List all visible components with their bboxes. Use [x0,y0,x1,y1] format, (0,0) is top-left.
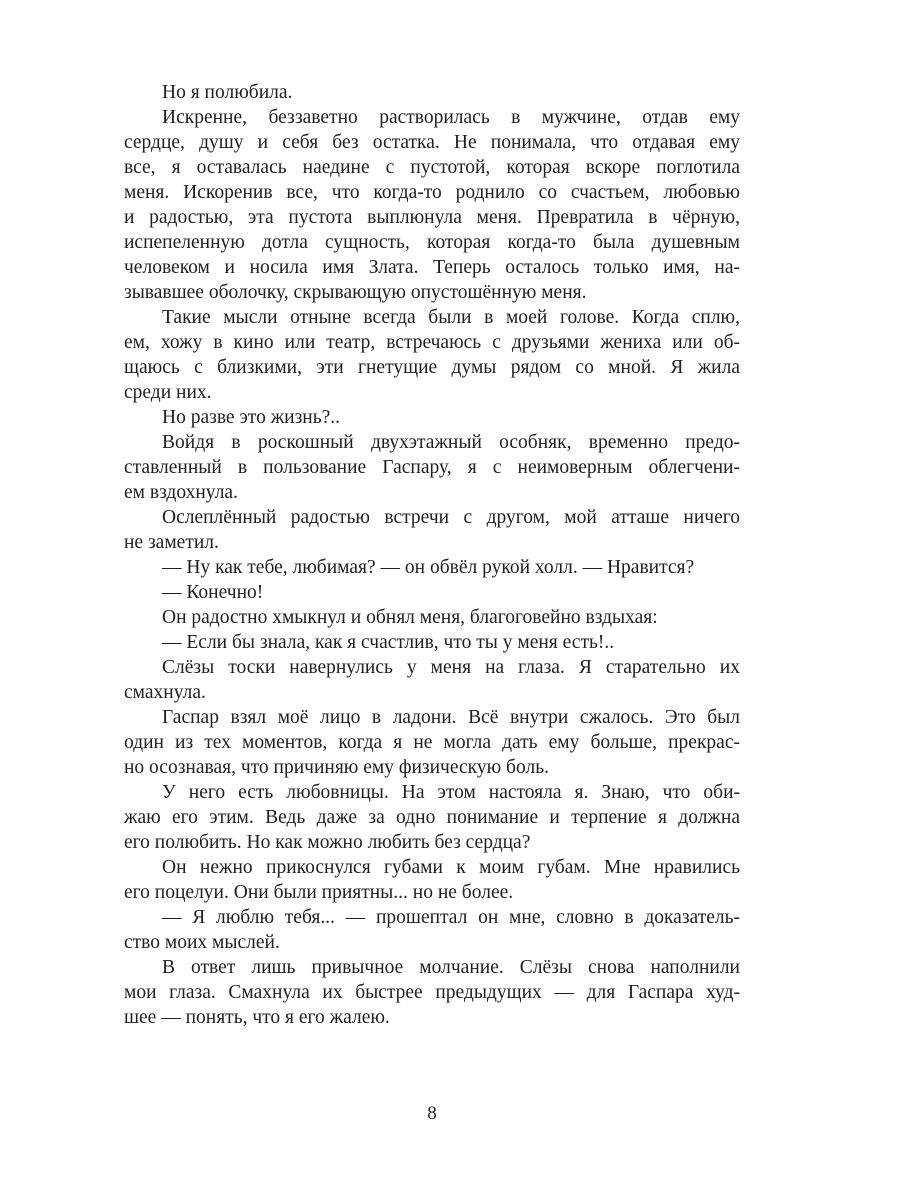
paragraph [124,955,740,1030]
text-line: человеком и носила имя Злата. Теперь осталось только имя, на- [124,257,740,278]
text-line: Но я полюбила. [162,82,293,103]
text-line: ем, хожу в кино или театр, встречаюсь с друзьями жениха или об- [124,332,740,353]
paragraph [124,505,740,555]
text-line: Он нежно прикоснулся губами к моим губам. Мне нравились [162,857,740,878]
text-line: ство моих мыслей. [124,932,280,953]
paragraph [124,905,740,955]
text-line: сердце, душу и себя без остатка. Не понимала, что отдавая ему [124,132,740,153]
text-line: — Я люблю тебя... — прошептал он мне, словно в доказатель- [162,907,740,928]
paragraph [124,305,740,405]
paragraph [124,405,740,430]
paragraph [124,855,740,905]
text-line: но осознавая, что причиняю ему физическую боль. [124,757,549,778]
paragraph [124,555,740,580]
paragraph [124,580,740,605]
paragraph [124,430,740,505]
text-line: жаю его этим. Ведь даже за одно понимание и терпение я должна [124,807,740,828]
text-line: смахнула. [124,682,206,703]
page-text-block [124,80,740,1030]
paragraph [124,655,740,705]
paragraph [124,705,740,780]
text-line: ем вздохнула. [124,482,238,503]
text-line: щаюсь с близкими, эти гнетущие думы рядом со мной. Я жила [124,357,740,378]
text-line: — Ну как тебе, любимая? — он обвёл рукой холл. — Нравится? [162,557,695,578]
text-line: Ослеплённый радостью встречи с другом, мой атташе ничего [162,507,740,528]
page-number: 8 [427,1103,437,1124]
text-line: испепеленную дотла сущность, которая когда-то была душевным [124,232,740,253]
text-line: — Если бы знала, как я счастлив, что ты у меня есть!.. [162,632,615,653]
text-line: меня. Искоренив все, что когда-то роднило со счастьем, любовью [124,182,740,203]
text-line: Но разве это жизнь?.. [162,407,341,428]
text-line: У него есть любовницы. На этом настояла я. Знаю, что оби- [162,782,740,803]
text-line: Войдя в роскошный двухэтажный особняк, временно предо- [162,432,740,453]
text-line: В ответ лишь привычное молчание. Слёзы снова наполнили [162,957,740,978]
text-line: мои глаза. Смахнула их быстрее предыдущих — для Гаспара худ- [124,982,740,1003]
text-line: Искренне, беззаветно растворилась в мужчине, отдав ему [162,107,740,128]
text-line: Он радостно хмыкнул и обнял меня, благоговейно вздыхая: [162,607,658,628]
text-line: Такие мысли отныне всегда были в моей голове. Когда сплю, [162,307,740,328]
paragraph [124,105,740,305]
text-line: все, я оставалась наедине с пустотой, которая вскоре поглотила [124,157,740,178]
paragraph [124,630,740,655]
text-line: — Конечно! [162,582,264,603]
text-line: зывавшее оболочку, скрывающую опустошённую меня. [124,282,587,303]
text-line: его поцелуи. Они были приятны... но не более. [124,882,514,903]
text-line: один из тех моментов, когда я не могла дать ему больше, прекрас- [124,732,740,753]
paragraph [124,80,740,105]
paragraph [124,780,740,855]
text-line: среди них. [124,382,212,403]
text-line: не заметил. [124,532,219,553]
paragraph [124,605,740,630]
text-line: Гаспар взял моё лицо в ладони. Всё внутри сжалось. Это был [162,707,740,728]
text-line: шее — понять, что я его жалею. [124,1007,390,1028]
text-line: Слёзы тоски навернулись у меня на глаза. Я старательно их [162,657,740,678]
text-line: и радостью, эта пустота выплюнула меня. Превратила в чёрную, [124,207,740,228]
text-line: ставленный в пользование Гаспару, я с неимоверным облегчени- [124,457,740,478]
text-line: его полюбить. Но как можно любить без сердца? [124,832,531,853]
